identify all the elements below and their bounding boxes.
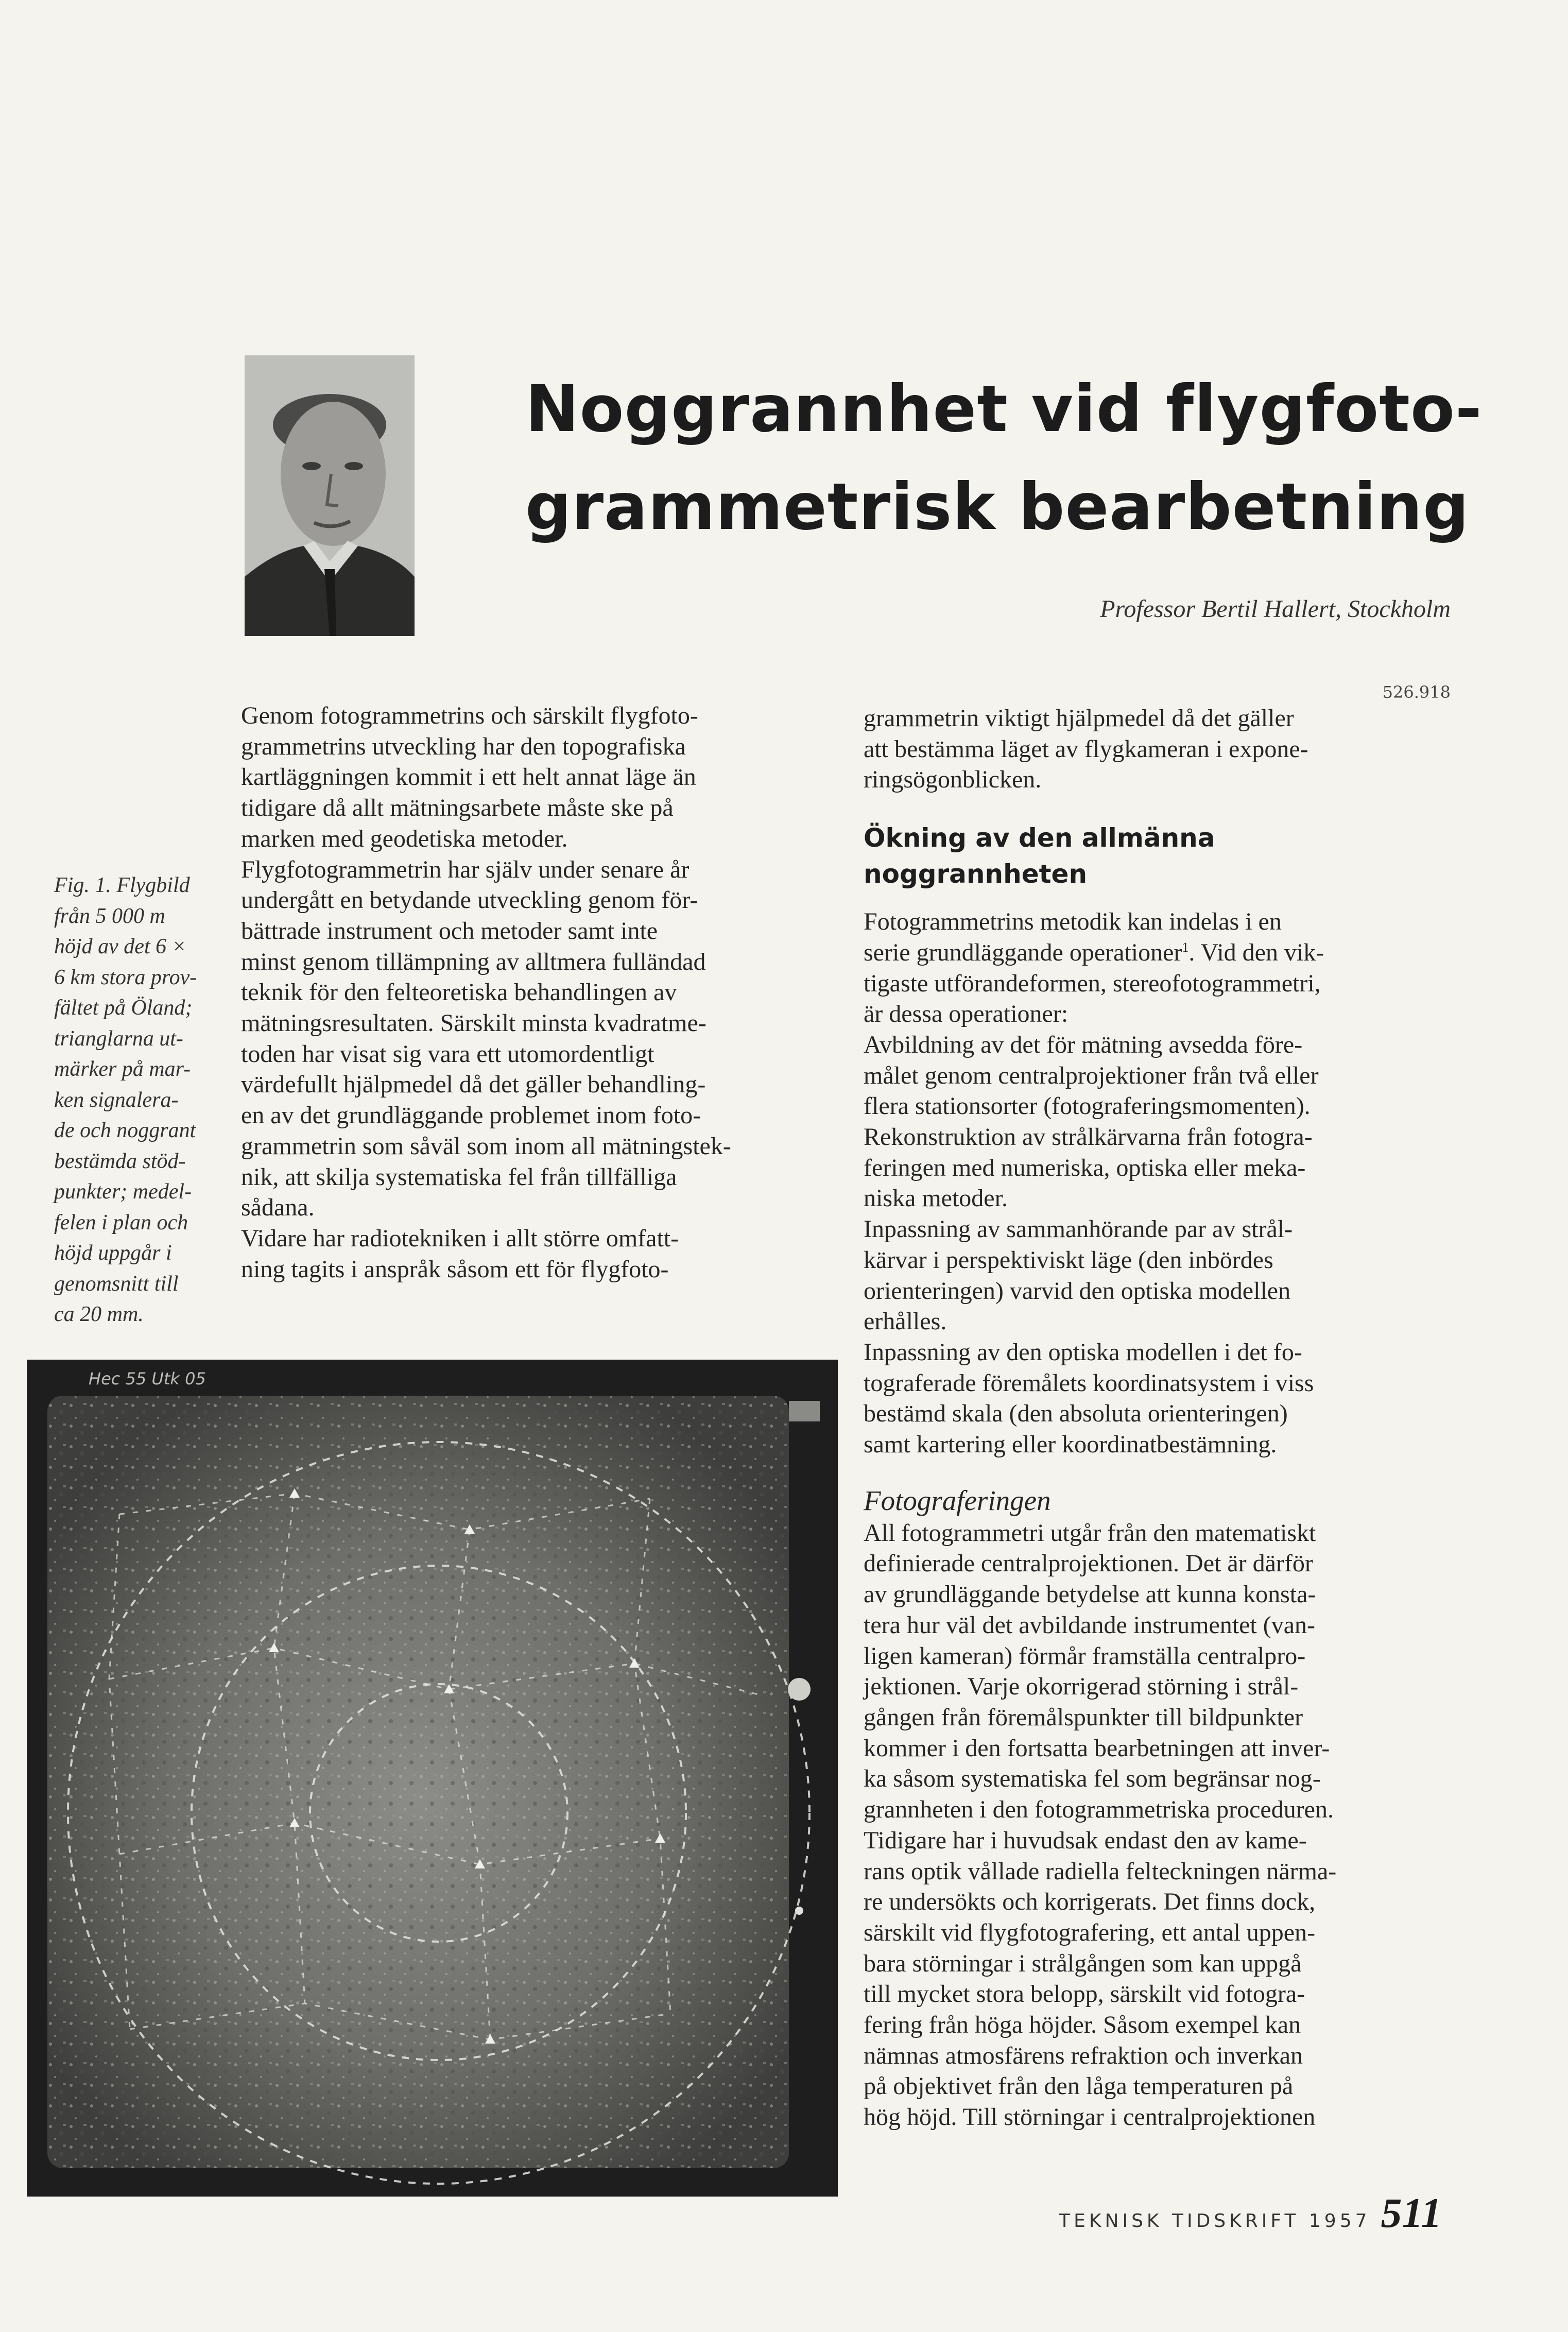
footnote-mark: 1 xyxy=(1182,939,1189,955)
text-line: kärvar i perspektiviskt läge (den inbördes xyxy=(864,1246,1273,1274)
text-line: orienteringen) varvid den optiska modellen xyxy=(864,1277,1291,1305)
caption-line: märker på mar- xyxy=(54,1057,191,1081)
caption-line: fältet på Öland; xyxy=(54,996,193,1020)
text-line: bara störningar i strålgången som kan uppgå xyxy=(864,1949,1302,1977)
text-line: Fotogrammetrins metodik kan indelas i en xyxy=(864,908,1282,936)
text-line: nik, att skilja systematiska fel från tillfälliga xyxy=(241,1163,677,1191)
text-line: ning tagits i anspråk såsom ett för flygfoto- xyxy=(241,1255,669,1283)
text-line: minst genom tillämpning av alltmera fulländad xyxy=(241,948,706,975)
caption-line: de och noggrant xyxy=(54,1119,196,1142)
column-middle xyxy=(241,700,820,1284)
journal-name: TEKNISK TIDSKRIFT 1957 xyxy=(1059,2210,1371,2232)
text-line: grammetrins utveckling har den topografiska xyxy=(241,732,686,760)
text-line: toden har visat sig vara ett utomordentligt xyxy=(241,1040,654,1068)
text-line: mätningsresultaten. Särskilt minsta kvadratme- xyxy=(241,1009,707,1037)
text-line: av grundläggande betydelse att kunna konsta- xyxy=(864,1581,1316,1608)
text-line: Rekonstruktion av strålkärvarna från fotogra- xyxy=(864,1123,1313,1151)
text-line: ka såsom systematiska fel som begränsar nog- xyxy=(864,1765,1321,1793)
portrait-photo-icon xyxy=(245,355,415,636)
caption-line: punkter; medel- xyxy=(54,1180,192,1204)
section-heading-photography: Fotograferingen xyxy=(864,1484,1051,1516)
section-heading-accuracy xyxy=(864,820,1448,892)
text-line: målet genom centralprojektioner från två eller xyxy=(864,1061,1319,1089)
text-line: Inpassning av den optiska modellen i det fo- xyxy=(864,1338,1302,1366)
column-right xyxy=(864,703,1448,2133)
caption-line: 6 km stora prov- xyxy=(54,965,197,989)
text-line: nämnas atmosfärens refraktion och inverkan xyxy=(864,2042,1303,2069)
article-title xyxy=(525,361,1493,556)
text-line: grannheten i den fotogrammetriska proceduren. xyxy=(864,1796,1334,1824)
text-line: Genom fotogrammetrins och särskilt flygfoto- xyxy=(241,702,698,729)
section-accuracy-body xyxy=(864,906,1448,1460)
text-line: All fotogrammetri utgår från den matematiskt xyxy=(864,1519,1316,1547)
caption-line: felen i plan och xyxy=(54,1210,188,1234)
text-line: Vidare har radiotekniken i allt större omfatt- xyxy=(241,1224,679,1252)
caption-line: höjd av det 6 × xyxy=(54,935,186,958)
caption-line: ken signalera- xyxy=(54,1088,179,1112)
figure-frame-marking: Hec 55 Utk 05 xyxy=(89,1369,206,1388)
caption-line: ca 20 mm. xyxy=(54,1302,144,1326)
text-line: flera stationsorter (fotograferingsmomenten). xyxy=(864,1092,1311,1120)
caption-line: Fig. 1. Flygbild xyxy=(54,873,190,897)
text-line: Avbildning av det för mätning avsedda före- xyxy=(864,1031,1303,1058)
aerial-photograph-icon xyxy=(27,1360,838,2197)
caption-line: bestämda stöd- xyxy=(54,1149,186,1173)
section-photography-body xyxy=(864,1518,1448,2133)
text-line: på objektivet från den låga temperaturen på xyxy=(864,2072,1294,2100)
author-portrait xyxy=(245,355,415,636)
text-line: värdefullt hjälpmedel då det gäller behandling- xyxy=(241,1071,706,1099)
text-line: kommer i den fortsatta bearbetningen att inver- xyxy=(864,1734,1330,1762)
text-line: Inpassning av sammanhörande par av strål- xyxy=(864,1215,1293,1243)
page-footer xyxy=(1059,2189,1442,2237)
text-line: Tidigare har i huvudsak endast den av kame- xyxy=(864,1826,1307,1854)
text-line: teknik för den felteoretiska behandlingen av xyxy=(241,979,677,1006)
text-line: re undersökts och korrigerats. Det finns dock, xyxy=(864,1888,1316,1916)
figure-caption xyxy=(54,870,229,1330)
text-line: undergått en betydande utveckling genom för- xyxy=(241,886,698,914)
right-intro xyxy=(864,703,1448,795)
text-line: kartläggningen kommit i ett helt annat läge än xyxy=(241,763,696,791)
text-line: definierade centralprojektionen. Det är därför xyxy=(864,1550,1313,1577)
aerial-figure xyxy=(27,1360,838,2197)
text-line: rans optik vållade radiella felteckningen närma- xyxy=(864,1857,1337,1885)
text-line: Flygfotogrammetrin har själv under senare år xyxy=(241,855,690,883)
author-byline: Professor Bertil Hallert, Stockholm xyxy=(1100,595,1451,623)
text-line: till mycket stora belopp, särskilt vid fotogra- xyxy=(864,1980,1305,2008)
text-line: är dessa operationer: xyxy=(864,1000,1069,1028)
title-line-1: Noggrannhet vid flygfoto- xyxy=(525,372,1483,447)
section-heading-line-1: Ökning av den allmänna xyxy=(864,823,1215,853)
text-line: grammetrin viktigt hjälpmedel då det gäller xyxy=(864,705,1294,732)
text-line: marken med geodetiska metoder. xyxy=(241,825,568,852)
section-heading-line-2: noggrannheten xyxy=(864,859,1088,889)
caption-line: från 5 000 m xyxy=(54,904,165,928)
page-number: 511 xyxy=(1381,2189,1442,2236)
text-line: tograferade föremålets koordinatsystem i viss xyxy=(864,1369,1314,1397)
udc-classification: 526.918 xyxy=(1382,682,1451,702)
text-line: serie grundläggande operationer$^1$. Vid den vik- xyxy=(864,938,1324,966)
text-line: erhålles. xyxy=(864,1308,947,1335)
caption-line: höjd uppgår i xyxy=(54,1241,172,1265)
text-line: jektionen. Varje okorrigerad störning i strål- xyxy=(864,1673,1299,1701)
line-tail: . Vid den vik- xyxy=(1188,938,1324,966)
text-line: ligen kameran) förmår framställa centralpro- xyxy=(864,1642,1306,1670)
caption-line: trianglarna ut- xyxy=(54,1026,183,1051)
text-line: särskilt vid flygfotografering, ett antal uppen- xyxy=(864,1918,1316,1946)
text-line: gången från föremålspunkter till bildpunkter xyxy=(864,1703,1303,1731)
text-line: tigaste utförandeformen, stereofotogrammetri, xyxy=(864,969,1321,997)
text-line: sådana. xyxy=(241,1194,315,1222)
text-line: grammetrin som såväl som inom all mätningstek- xyxy=(241,1132,731,1160)
text-line: samt kartering eller koordinatbestämning. xyxy=(864,1431,1277,1459)
text-line: niska metoder. xyxy=(864,1185,1008,1212)
text-line: hög höjd. Till störningar i centralprojektionen xyxy=(864,2103,1316,2131)
text-line: att bestämma läget av flygkameran i expone- xyxy=(864,735,1308,763)
caption-line: genomsnitt till xyxy=(54,1272,179,1296)
title-line-2: grammetrisk bearbetning xyxy=(525,470,1470,544)
text-line: en av det grundläggande problemet inom foto- xyxy=(241,1102,701,1129)
text-line: tera hur väl det avbildande instrumentet (van- xyxy=(864,1611,1316,1639)
text-line: bestämd skala (den absoluta orienteringen) xyxy=(864,1400,1288,1428)
text-line: ringsögonblicken. xyxy=(864,766,1042,794)
text-line: feringen med numeriska, optiska eller meka- xyxy=(864,1154,1306,1181)
text-line: tidigare då allt mätningsarbete måste ske på xyxy=(241,794,674,822)
text-line: bättrade instrument och metoder samt inte xyxy=(241,917,658,945)
text-line: fering från höga höjder. Såsom exempel kan xyxy=(864,2011,1301,2039)
